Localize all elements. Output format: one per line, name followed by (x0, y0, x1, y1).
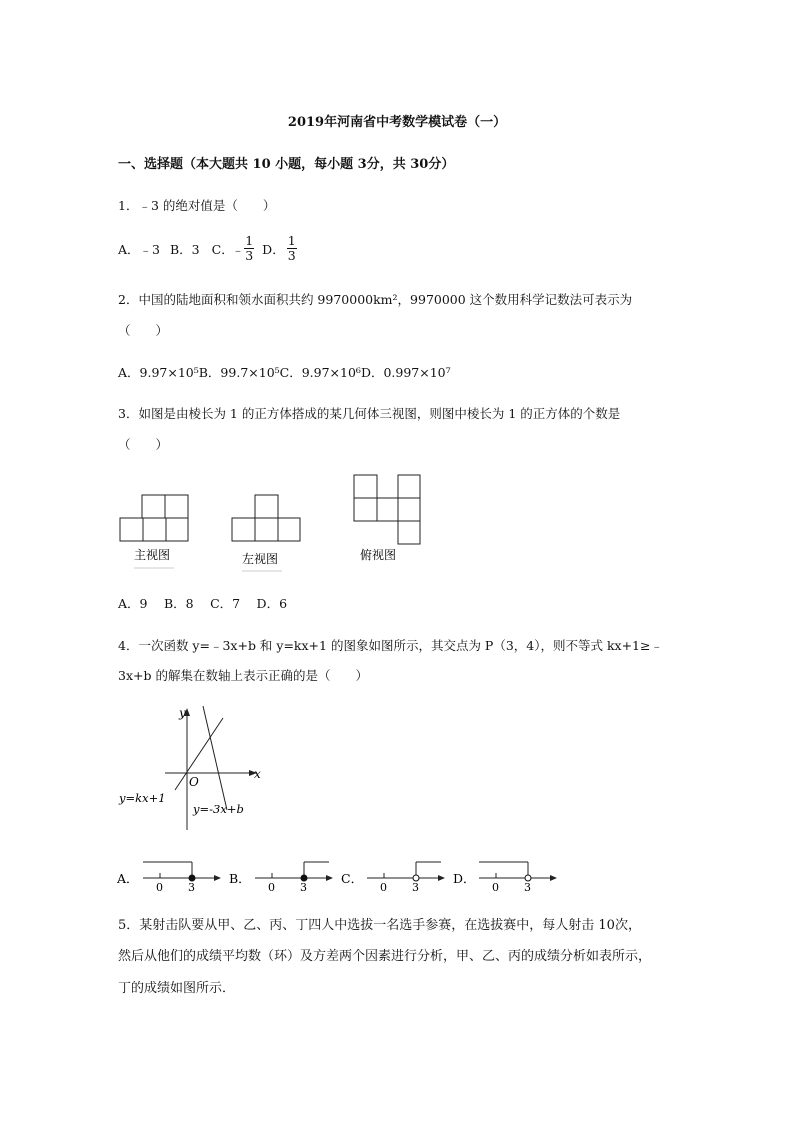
left-view-label: 左视图 (242, 552, 279, 566)
q4-stem-line1: 4．一次函数 y=﹣3x+b 和 y=kx+1 的图象如图所示，其交点为 P（3，4），则不等式 kx+1≥﹣ (118, 638, 663, 653)
q1-option-a: A．﹣3 (118, 241, 160, 257)
q5-line1: 5．某射击队要从甲、乙、丙、丁四人中选拔一名选手参赛，在选拔赛中，每人射击 10次， (118, 918, 641, 933)
section-heading: 一、选择题（本大题共 10 小题，每小题 3分，共 30分） (118, 157, 455, 172)
line-kx-plus-1-label: y=kx+1 (119, 791, 166, 805)
numberline-three-label: 3 (524, 881, 531, 894)
three-view-diagram (110, 465, 440, 575)
numberline-zero-label: 0 (492, 881, 499, 894)
q5-line2: 然后从他们的成绩平均数（环）及方差两个因素进行分析，甲、乙、丙的成绩分析如表所示， (118, 949, 652, 964)
line-kx-plus-1 (175, 718, 223, 790)
numberline-option-d (453, 862, 557, 894)
front-view-label: 主视图 (134, 548, 171, 562)
q1-option-d: D． (262, 241, 285, 257)
q2-stem-line1: 2．中国的陆地面积和领水面积共约 9970000km²，9970000 这个数用科学记数法可表示为 (118, 292, 633, 307)
page-title: 2019年河南省中考数学模试卷（一） (287, 115, 507, 130)
numberline-three-label: 3 (412, 881, 419, 894)
numberline-option-label: D． (453, 871, 476, 886)
q1-option-c-sign: ﹣ (231, 241, 245, 257)
numberline-zero-label: 0 (380, 881, 387, 894)
numberline-option-a (116, 862, 221, 894)
q4-numberline-options (115, 852, 575, 894)
fraction-numerator: 1 (287, 233, 296, 248)
q2-options: A．9.97×10⁵B．99.7×10⁵C．9.97×10⁶D．0.997×10⁷ (118, 365, 451, 380)
q4-stem-line2: 3x+b 的解集在数轴上表示正确的是（ ） (118, 668, 368, 683)
numberline-option-label: A． (117, 871, 139, 886)
fraction-denominator: 3 (287, 248, 296, 263)
numberline-option-label: B． (229, 871, 251, 886)
fraction-denominator: 3 (245, 248, 254, 263)
q1-option-c: C． (211, 241, 234, 257)
origin-label: O (189, 775, 199, 789)
line-minus-3x-plus-b (203, 706, 227, 810)
numberline-zero-label: 0 (156, 881, 163, 894)
top-view-grid (354, 475, 420, 544)
left-view-grid (232, 495, 300, 541)
x-axis-label: x (254, 767, 261, 781)
q5-line3: 丁的成绩如图所示． (118, 981, 236, 996)
numberline-option-c (341, 862, 445, 894)
q1-option-b: B．3 (169, 241, 200, 257)
q3-stem-line1: 3．如图是由棱长为 1 的正方体搭成的某几何体三视图，则图中棱长为 1 的正方体的个数是 (118, 406, 621, 421)
numberline-three-label: 3 (188, 881, 195, 894)
q1-option-c-fraction (244, 234, 254, 263)
q1-option-d-fraction (287, 234, 297, 263)
numberline-option-b (229, 862, 333, 894)
line-minus-3x-plus-b-label: y=-3x+b (193, 802, 244, 816)
fraction-numerator: 1 (245, 233, 254, 248)
numberline-three-label: 3 (300, 881, 307, 894)
numberline-option-label: C． (341, 871, 364, 886)
q3-stem-line2: （ ） (118, 437, 169, 452)
front-view-grid (120, 495, 188, 541)
q1-options (118, 234, 297, 263)
q2-stem-line2: （ ） (118, 323, 169, 338)
function-graph (115, 700, 275, 840)
numberline-zero-label: 0 (268, 881, 275, 894)
y-axis-label: y (179, 706, 186, 720)
q1-stem: 1．﹣3 的绝对值是（ ） (118, 198, 276, 213)
q3-options: A．9 B．8 C．7 D．6 (118, 596, 288, 611)
top-view-label: 俯视图 (360, 548, 397, 562)
